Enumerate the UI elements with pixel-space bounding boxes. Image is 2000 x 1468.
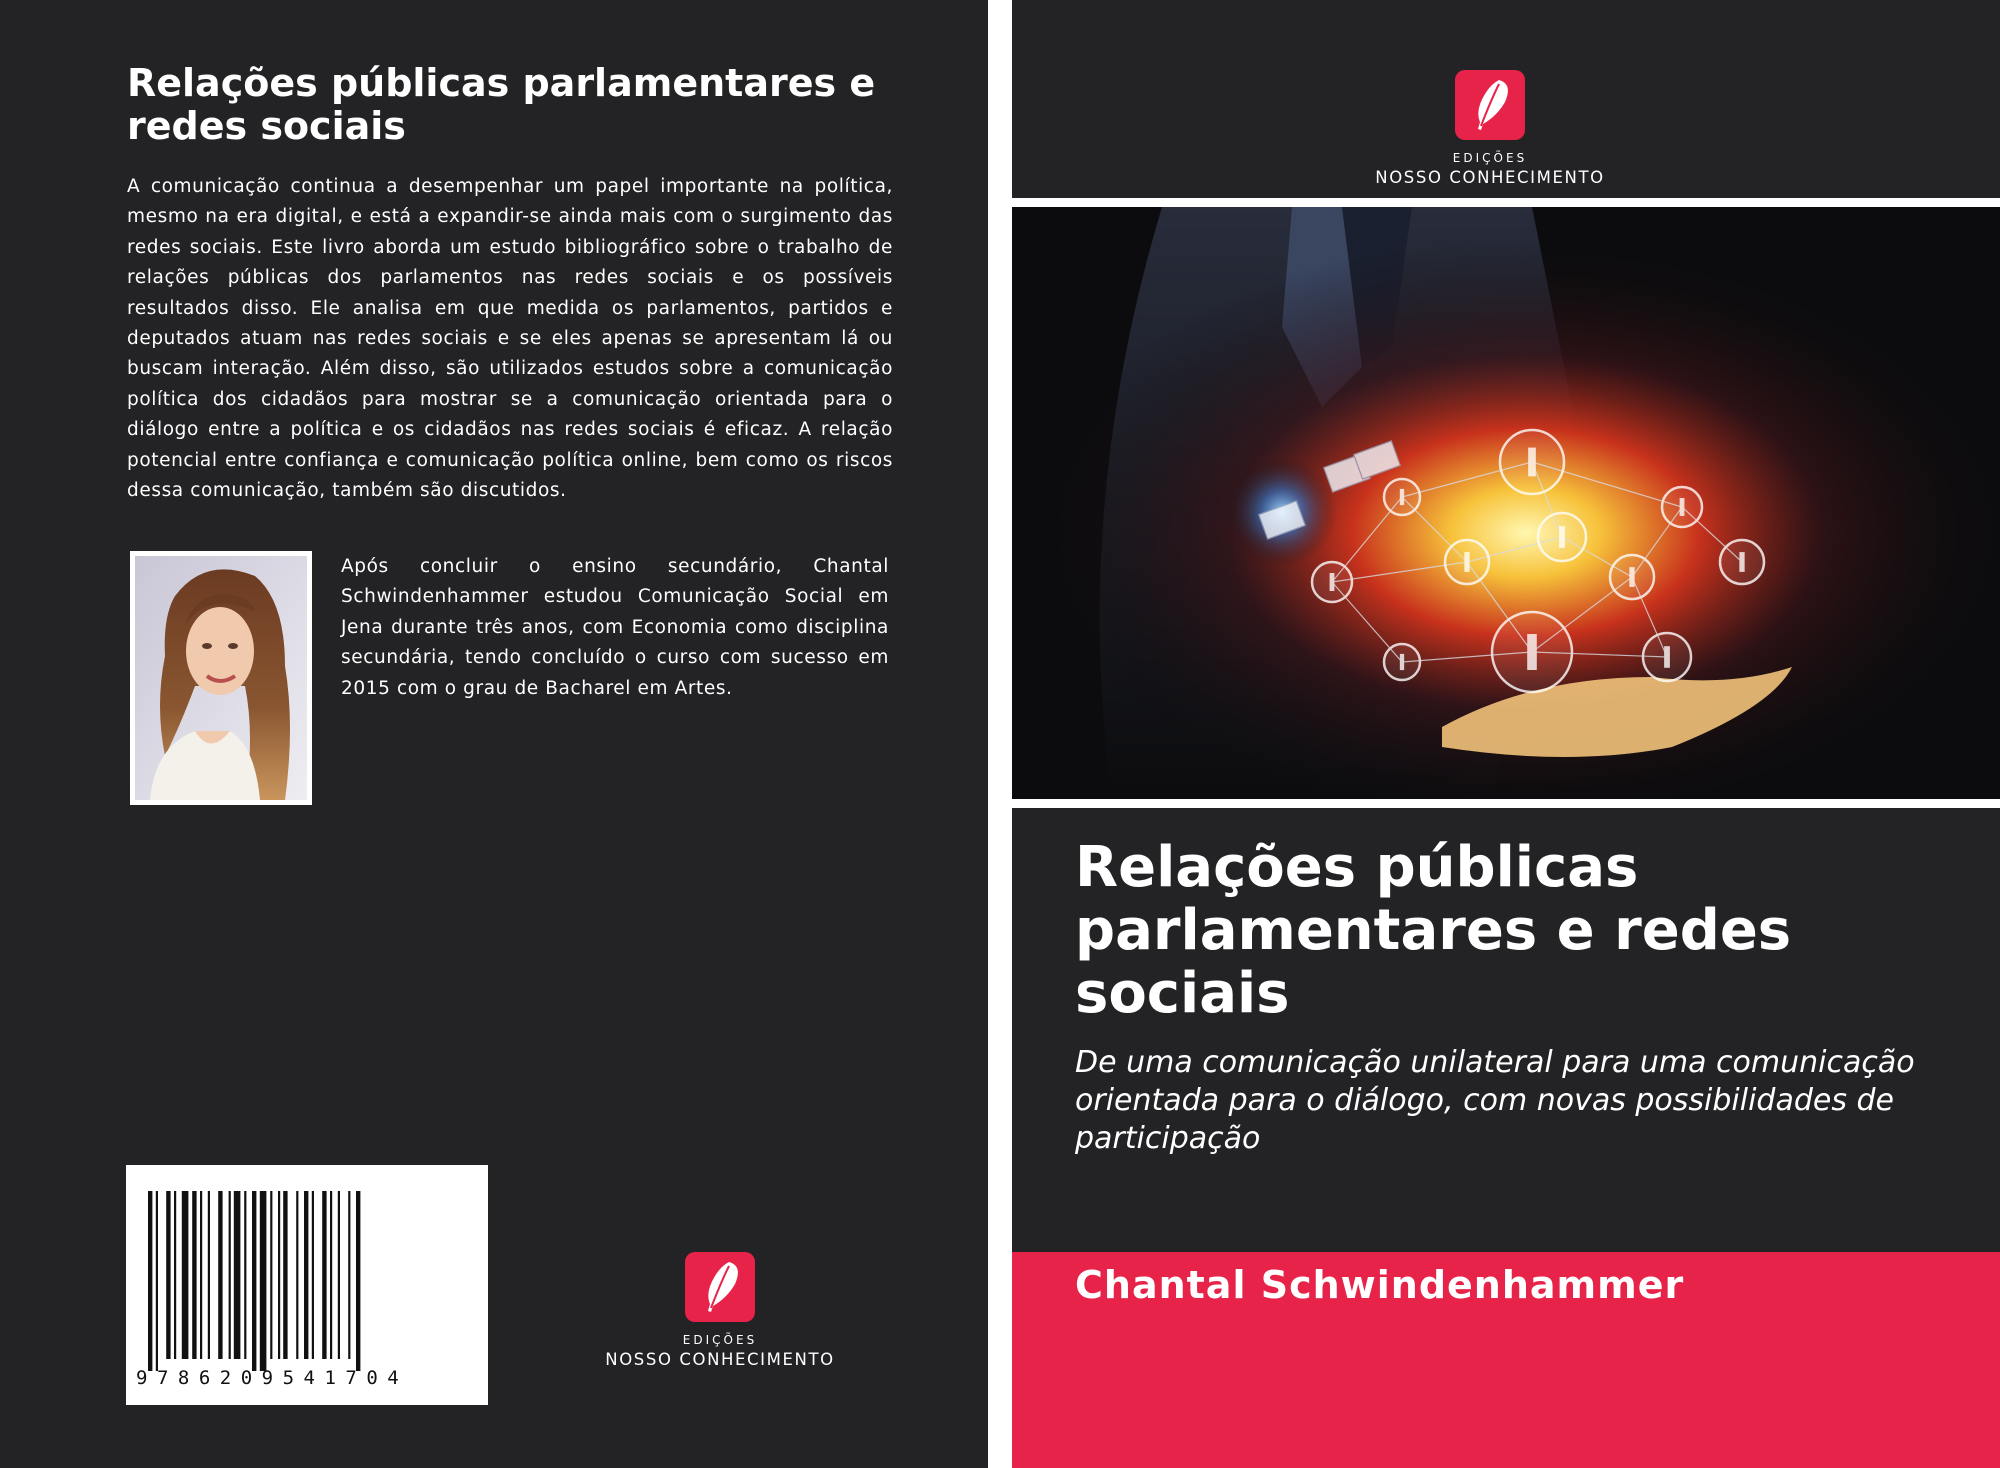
barcode-bar	[244, 1191, 246, 1359]
author-photo	[130, 551, 312, 805]
barcode-bar	[338, 1191, 340, 1359]
barcode-bar	[192, 1191, 196, 1359]
person-icon	[1400, 654, 1404, 670]
barcode-bar	[356, 1191, 360, 1371]
barcode-bar	[208, 1191, 210, 1359]
barcode-bar	[182, 1191, 189, 1359]
publisher-line2: NOSSO CONHECIMENTO	[1375, 168, 1605, 187]
person-icon	[1739, 552, 1744, 572]
barcode-bar	[148, 1191, 152, 1371]
barcode-bar	[200, 1191, 202, 1359]
author-portrait-image	[135, 556, 307, 800]
publisher-line1: EDIÇÕES	[682, 1333, 758, 1347]
person-icon	[1330, 573, 1335, 591]
barcode-bar	[270, 1191, 272, 1359]
person-icon	[1400, 489, 1404, 505]
barcode-bar	[283, 1191, 287, 1359]
barcode-bar	[229, 1191, 231, 1359]
barcode-bar	[278, 1191, 280, 1359]
front-cover-author: Chantal Schwindenhammer	[1075, 1263, 1685, 1307]
person-icon	[1527, 634, 1537, 670]
barcode-bar	[312, 1191, 314, 1359]
publisher-line1: EDIÇÕES	[1452, 151, 1528, 165]
isbn-barcode	[126, 1165, 488, 1405]
publisher-logo-front	[1350, 70, 1630, 188]
barcode-bar	[296, 1191, 298, 1359]
quill-feather-icon	[685, 1252, 755, 1322]
person-icon	[1528, 448, 1536, 477]
front-cover-subtitle: De uma comunicação unilateral para uma comunicação orientada para o diálogo, com novas possibilidades de participação	[1075, 1045, 1915, 1156]
barcode-bar	[156, 1191, 158, 1371]
isbn-digits: 9786209541704	[136, 1367, 409, 1389]
person-icon	[1629, 567, 1634, 587]
author-bio: Após concluir o ensino secundário, Chantal Schwindenhammer estudou Comunicação Social em Jena durante três anos, com Economia como disciplina secundária, tendo concluído o curso com sucesso em 2015 com o grau de Bacharel em Artes.	[341, 556, 889, 699]
barcode-bar	[252, 1191, 256, 1371]
barcode-bar	[234, 1191, 241, 1359]
barcode-bar	[348, 1191, 350, 1359]
person-icon	[1464, 552, 1469, 572]
person-icon	[1559, 526, 1565, 548]
back-cover-title: Relações públicas parlamentares e redes sociais	[127, 61, 876, 148]
person-icon	[1664, 646, 1670, 668]
barcode-bar	[330, 1191, 332, 1359]
cover-illustration	[1012, 207, 2000, 799]
barcode-bar	[260, 1191, 267, 1371]
back-cover	[0, 0, 988, 1468]
barcode-bar	[322, 1191, 326, 1359]
front-cover-title: Relações públicas parlamentares e redes sociais	[1075, 835, 1792, 1026]
barcode-bar	[218, 1191, 222, 1359]
person-icon	[1680, 498, 1685, 516]
quill-feather-icon	[1455, 70, 1525, 140]
social-network-hand-image	[1012, 207, 2000, 799]
back-cover-blurb: A comunicação continua a desempenhar um papel importante na política, mesmo na era digital, e está a expandir-se ainda mais com o surgimento das redes sociais. Este livro aborda um estudo bibliográfico sobre o trabalho de relações públicas dos parlamentos nas redes sociais e os possíveis resultados disso. Ele analisa em que medida os parlamentos, partidos e deputados atuam nas redes sociais e se eles apenas se apresentam lá ou buscam interação. Além disso, são utilizados estudos sobre a comunicação política dos cidadãos para mostrar se a comunicação orientada para o diálogo entre a política e os cidadãos nas redes sociais é eficaz. A relação potencial entre confiança e comunicação política online, bem como os riscos dessa comunicação, também são discutidos.	[127, 176, 893, 502]
barcode-bar	[304, 1191, 308, 1359]
barcode-bar	[174, 1191, 176, 1359]
publisher-logo-back	[580, 1252, 860, 1370]
barcode-bar	[166, 1191, 170, 1359]
publisher-line2: NOSSO CONHECIMENTO	[605, 1350, 835, 1369]
